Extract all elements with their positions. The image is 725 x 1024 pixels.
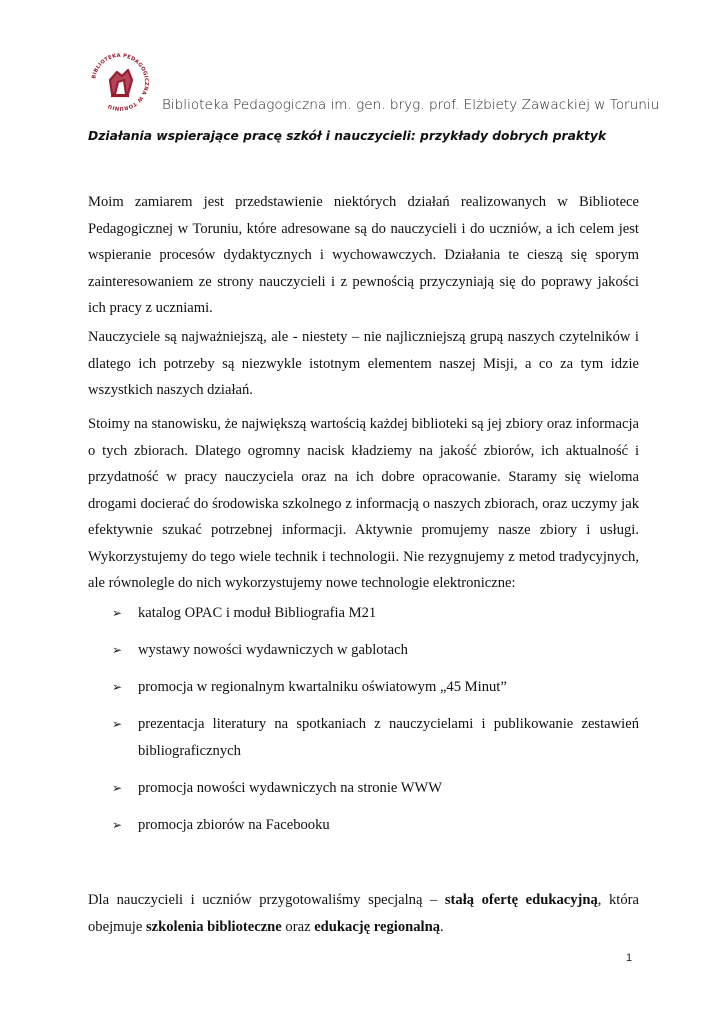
list-item (112, 600, 639, 627)
list-item (112, 637, 639, 664)
arrow-bullet-icon: ➢ (112, 680, 123, 694)
svg-text:BIBLIOTEKA PEDAGOGICZNA W TORU: BIBLIOTEKA PEDAGOGICZNA W TORUNIU (91, 52, 150, 112)
offer-text: , która obejmuje (88, 892, 639, 935)
list-item-text: promocja w regionalnym kwartalniku oświatowym „45 Minut” (138, 679, 507, 695)
offer-highlight-regional: edukację regionalną (314, 918, 441, 935)
list-item-text: prezentacja literatury na spotkaniach z nauczycielami i publikowanie zestawień bibliograficznych (138, 716, 639, 759)
arrow-bullet-icon: ➢ (112, 717, 123, 731)
library-name-header: Biblioteka Pedagogiczna im. gen. bryg. prof. Elżbiety Zawackiej w Toruniu (162, 97, 660, 113)
document-title: Działania wspierające pracę szkół i nauczycieli: przykłady dobrych praktyk (88, 129, 607, 143)
offer-text: Dla nauczycieli i uczniów przygotowaliśmy specjalną – (88, 892, 445, 908)
library-logo (88, 50, 152, 114)
offer-highlight-training: szkolenia biblioteczne (145, 918, 282, 935)
list-item-text: katalog OPAC i moduł Bibliografia M21 (138, 605, 377, 621)
list-item-text: promocja zbiorów na Facebooku (138, 816, 330, 833)
paragraph-offer (88, 887, 639, 940)
library-seal-icon (88, 50, 152, 114)
arrow-bullet-icon: ➢ (112, 817, 123, 832)
page-number: 1 (626, 952, 633, 964)
paragraph-intro: Moim zamiarem jest przedstawienie niektórych działań realizowanych w Bibliotece Pedagogicznej w Toruniu, które adresowane są do nauczycieli i do uczniów, a ich celem jest wspieranie procesów dydaktycznych i wychowawczych. Działania te cieszą się sporym zainteresowaniem ze strony nauczycieli i z pewnością przyczyniają się do poprawy jakości ich pracy z uczniami. (88, 194, 639, 316)
promotion-methods-list (112, 600, 639, 838)
list-item (112, 812, 639, 839)
list-item-text: wystawy nowości wydawniczych w gablotach (138, 642, 408, 658)
offer-highlight-permanent: stałą ofertę edukacyjną (444, 892, 598, 908)
arrow-bullet-icon: ➢ (112, 606, 123, 620)
arrow-bullet-icon: ➢ (112, 780, 123, 795)
paragraph-collections: Stoimy na stanowisku, że największą wartością każdej biblioteki są jej zbiory oraz informacja o tych zbiorach. Dlatego ogromny nacisk kładziemy na jakość zbiorów, ich aktualność i przydatność w pracy nauczyciela oraz na ich dobre opracowanie. Staramy się wieloma drogami docierać do środowiska szkolnego z informacją o naszych zbiorach, oraz uczymy jak efektywnie szukać potrzebnej informacji. Aktywnie promujemy nasze zbiory i usługi. Wykorzystujemy do tego wiele technik i technologii. Nie rezygnujemy z metod tradycyjnych, ale równolegle do nich wykorzystujemy nowe technologie elektroniczne: (88, 416, 639, 591)
list-item-text: promocja nowości wydawniczych na stronie WWW (138, 779, 443, 796)
arrow-bullet-icon: ➢ (112, 643, 123, 657)
list-item (112, 775, 639, 802)
offer-text: . (440, 918, 444, 935)
offer-text: oraz (281, 918, 315, 935)
paragraph-teachers: Nauczyciele są najważniejszą, ale - niestety – nie najliczniejszą grupą naszych czytelników i dlatego ich potrzeby są niezwykle istotnym elementem naszej Misji, a co za tym idzie wszystkich naszych działań. (88, 329, 639, 398)
list-item (112, 674, 639, 701)
list-item (112, 711, 639, 764)
